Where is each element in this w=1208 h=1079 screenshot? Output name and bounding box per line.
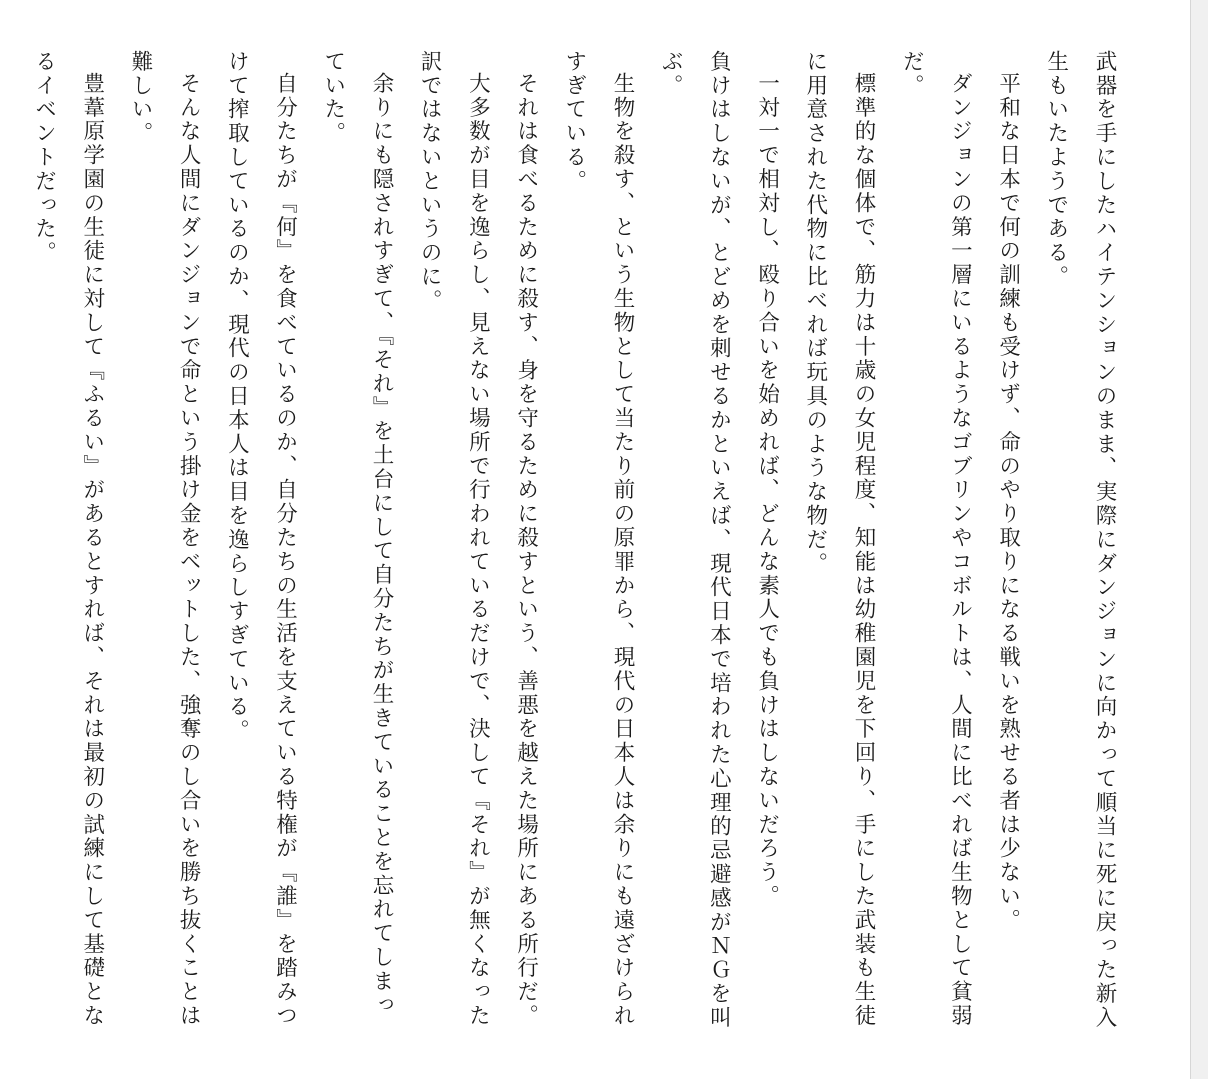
paragraph: ダンジョンの第一層にいるようなゴブリンやコボルトは、人間に比べれば生物として貧弱だ。 bbox=[899, 50, 973, 1028]
paragraph: そんな人間にダンジョンで命という掛け金をベットした、強奪のし合いを勝ち抜くことは難しい。 bbox=[127, 50, 202, 1028]
paragraph: 武器を手にしたハイテンションのまま、実際にダンジョンに向かって順当に死に戻った新入生もいたようである。 bbox=[1043, 50, 1117, 1030]
paragraph: 負けはしないが、とどめを刺せるかといえば、現代日本で培われた心理的忌避感がＮＧを叫ぶ。 bbox=[658, 50, 732, 1030]
paragraph: 標準的な個体で、筋力は十歳の女児程度、知能は幼稚園児を下回り、手にした武装も生徒に用意された代物に比べれば玩具のような物だ。 bbox=[802, 50, 876, 1028]
paragraph: 平和な日本で何の訓練も受けず、命のやり取りになる戦いを熟せる者は少ない。 bbox=[995, 71, 1021, 932]
paragraph: 余りにも隠されすぎて、『それ』を土台にして自分たちが生きていることを忘れてしまっていた。 bbox=[320, 50, 394, 1017]
paragraph: 豊葦原学園の生徒に対して『ふるい』があるとすれば、それは最初の試練にして基礎となるイベントだった。 bbox=[31, 50, 105, 1028]
paragraph: 自分たちが『何』を食べているのか、自分たちの生活を支えている特権が『誰』を踏みつけて搾取しているのか、現代の日本人は目を逸らしすぎている。 bbox=[224, 50, 298, 1028]
vertical-text-body bbox=[19, 50, 1128, 1040]
paragraph: それは食べるために殺す、身を守るために殺すという、善悪を越えた場所にある所行だ。 bbox=[513, 71, 539, 1028]
paragraph: 一対一で相対し、殴り合いを始めれば、どんな素人でも負けはしないだろう。 bbox=[754, 71, 780, 908]
vertical-scrollbar[interactable] bbox=[1191, 0, 1208, 1079]
paragraph: 生物を殺す、という生物として当たり前の原罪から、現代の日本人は余りにも遠ざけられすぎている。 bbox=[561, 50, 635, 1028]
paragraph: 大多数が目を逸らし、見えない場所で行われているだけで、決して『それ』が無くなった訳ではないというのに。 bbox=[417, 50, 491, 1028]
